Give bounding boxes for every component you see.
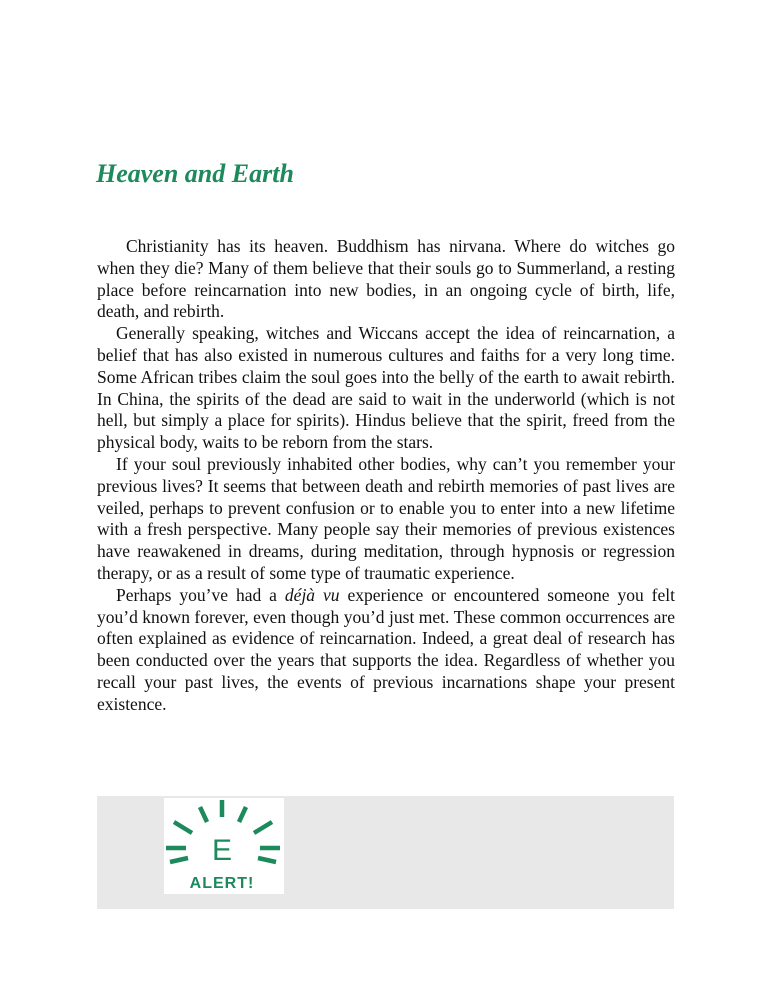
e-alert-icon (164, 798, 284, 894)
ray-mid-left (174, 822, 192, 833)
paragraph-4-italic-term: déjà vu (284, 584, 340, 605)
paragraph-2: Generally speaking, witches and Wiccans accept the idea of reincarnation, a belief that has also existed in numerous cultures and faiths for a very long time. Some African tribes claim the soul goes into the belly of the earth to await rebirth. In China, the spirits of the dead are said to wait in the underworld (which is not hell, but simply a place for spirits). Hindus believe that the spirit, freed from the physical body, waits to be reborn from the stars. (97, 323, 675, 453)
paragraph-4 (97, 585, 675, 716)
paragraph-3: If your soul previously inhabited other bodies, why can’t you remember your previous lives? It seems that between death and rebirth memories of past lives are veiled, perhaps to prevent confusion or to enable you to enter into a new lifetime with a fresh perspective. Many people say their memories of previous existences have reawakened in dreams, during meditation, through hypnosis or regression therapy, or as a result of some type of traumatic experience. (97, 453, 675, 583)
ray-mid-right (254, 822, 272, 833)
paragraph-4-text-start: Perhaps you’ve had a (116, 584, 285, 605)
section-heading: Heaven and Earth (96, 159, 294, 188)
e-alert-icon-graphic (164, 798, 284, 894)
ray-lower-right (258, 858, 276, 862)
paragraph-4-text-end: experience or encountered someone you felt you’d known forever, even though you’d just met. These common occurrences are often explained as evidence of reincarnation. Indeed, a great deal of research has been conducted over the years that supports the idea. Regardless of whether you recall your past lives, the events of previous incarnations shape your present existence. (97, 584, 675, 714)
alert-label: ALERT! (189, 875, 255, 892)
ray-upper-right (239, 807, 246, 822)
body-text (97, 236, 675, 716)
alert-letter: E (211, 834, 233, 867)
paragraph-1: Christianity has its heaven. Buddhism has nirvana. Where do witches go when they die? Many of them believe that their souls go to Summerland, a resting place before reincarnation into new bodies, in an ongoing cycle of birth, life, death, and rebirth. (97, 236, 675, 322)
ray-lower-left (170, 858, 188, 862)
alert-callout-box (97, 796, 674, 909)
ray-upper-left (200, 807, 207, 822)
